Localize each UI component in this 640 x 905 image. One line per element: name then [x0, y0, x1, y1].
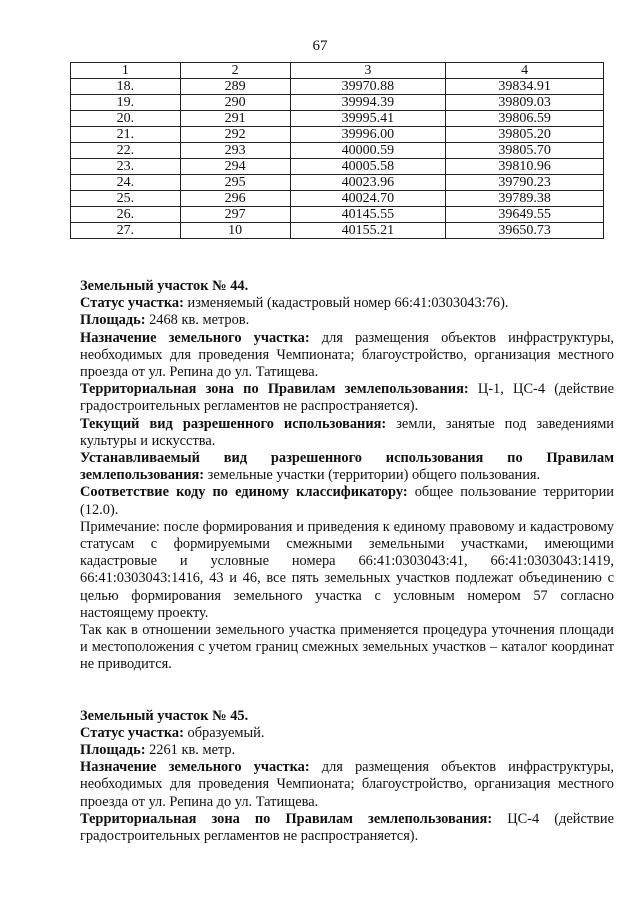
plot-45-area: Площадь: 2261 кв. метр. [80, 742, 236, 759]
table-cell: 40145.55 [290, 207, 446, 223]
table-row [71, 191, 604, 207]
coordinates-table [70, 62, 604, 239]
plot-44-zone: Территориальная зона по Правилам землепользования: Ц-1, ЦС-4 (действие градостроительных регламентов не распространяется). [80, 381, 614, 415]
table-cell: 25. [71, 191, 181, 207]
table-cell: 293 [180, 143, 290, 159]
table-cell: 39996.00 [290, 127, 446, 143]
table-row [71, 175, 604, 191]
document-body [80, 278, 614, 845]
table-cell: 40005.58 [290, 159, 446, 175]
plot-44-set-use: Устанавливаемый вид разрешенного использования по Правилам землепользования: земельные участки (территории) общего пользования. [80, 450, 614, 484]
table-header-cell: 4 [446, 63, 604, 79]
plot-44-note: Примечание: после формирования и приведения к единому правовому и кадастровому статусам с формируемыми смежными земельными участками, имеющими кадастровые и условные номера 66:41:0303043:41, 66:41:0303043:1419, 66:41:0303043:1416, 43 и 46, все пять земельных участков подлежат объединению с целью формирования земельного участка с условным номером 57 согласно настоящему проекту. [80, 518, 614, 621]
table-cell: 39806.59 [446, 111, 604, 127]
plot-44-title: Земельный участок № 44. [80, 278, 249, 294]
table-cell: 291 [180, 111, 290, 127]
plot-45-title: Земельный участок № 45. [80, 707, 249, 724]
table-cell: 39994.39 [290, 95, 446, 111]
table-header-cell: 1 [71, 63, 181, 79]
table-cell: 10 [180, 223, 290, 239]
table-header-cell: 2 [180, 63, 290, 79]
table-cell: 289 [180, 79, 290, 95]
table-cell: 294 [180, 159, 290, 175]
table-cell: 26. [71, 207, 181, 223]
table-row [71, 79, 604, 95]
table-cell: 39649.55 [446, 207, 604, 223]
plot-44-classifier: Соответствие коду по единому классификатору: общее пользование территории (12.0). [80, 484, 614, 518]
table-body [71, 79, 604, 239]
section-spacer [80, 674, 614, 691]
table-cell: 39810.96 [446, 159, 604, 175]
table-cell: 297 [180, 207, 290, 223]
table-row [71, 159, 604, 175]
table-cell: 39789.38 [446, 191, 604, 207]
table-cell: 19. [71, 95, 181, 111]
table-row [71, 111, 604, 127]
table-cell: 295 [180, 175, 290, 191]
table-cell: 39805.70 [446, 143, 604, 159]
page-number: 67 [312, 38, 328, 54]
plot-45-status: Статус участка: образуемый. [80, 724, 265, 741]
table-cell: 40155.21 [290, 223, 446, 239]
section-spacer [80, 691, 614, 708]
plot-45-zone: Территориальная зона по Правилам землепользования: ЦС-4 (действие градостроительных регламентов не распространяется). [80, 810, 614, 845]
table-cell: 39809.03 [446, 95, 604, 111]
table-header-row [71, 63, 604, 79]
plot-44-current-use: Текущий вид разрешенного использования: земли, занятые под заведениями культуры и искусства. [80, 415, 615, 449]
table-cell: 296 [180, 191, 290, 207]
table-cell: 40000.59 [290, 143, 446, 159]
table-cell: 23. [71, 159, 181, 175]
table-cell: 18. [71, 79, 181, 95]
table-cell: 39970.88 [290, 79, 446, 95]
table-cell: 39790.23 [446, 175, 604, 191]
plot-45-purpose: Назначение земельного участка: для размещения объектов инфраструктуры, необходимых для проведения Чемпионата; благоустройство, организация местного проезда от ул. Репина до ул. Татищева. [80, 759, 614, 810]
table-row [71, 223, 604, 239]
table-row [71, 127, 604, 143]
plot-44-area: Площадь: 2468 кв. метров. [80, 312, 250, 329]
plot-44-clarification: Так как в отношении земельного участка применяется процедура уточнения площади и местоположения с учетом границ смежных земельных участков – каталог координат не приводится. [80, 622, 614, 673]
table-row [71, 143, 604, 159]
table-cell: 21. [71, 127, 181, 143]
table-cell: 40023.96 [290, 175, 446, 191]
table-cell: 39650.73 [446, 223, 604, 239]
table-cell: 290 [180, 95, 290, 111]
table-header-cell: 3 [290, 63, 446, 79]
table-cell: 27. [71, 223, 181, 239]
table-cell: 20. [71, 111, 181, 127]
table-cell: 40024.70 [290, 191, 446, 207]
table-row [71, 95, 604, 111]
plot-44-status: Статус участка: изменяемый (кадастровый номер 66:41:0303043:76). [80, 295, 509, 312]
table-cell: 39995.41 [290, 111, 446, 127]
table-cell: 22. [71, 143, 181, 159]
table-cell: 39834.91 [446, 79, 604, 95]
table-row [71, 207, 604, 223]
table-cell: 24. [71, 175, 181, 191]
table-cell: 39805.20 [446, 127, 604, 143]
table-cell: 292 [180, 127, 290, 143]
plot-44-purpose: Назначение земельного участка: для размещения объектов инфраструктуры, необходимых для проведения Чемпионата; благоустройство, организация местного проезда от ул. Репина до ул. Татищева. [80, 329, 614, 381]
